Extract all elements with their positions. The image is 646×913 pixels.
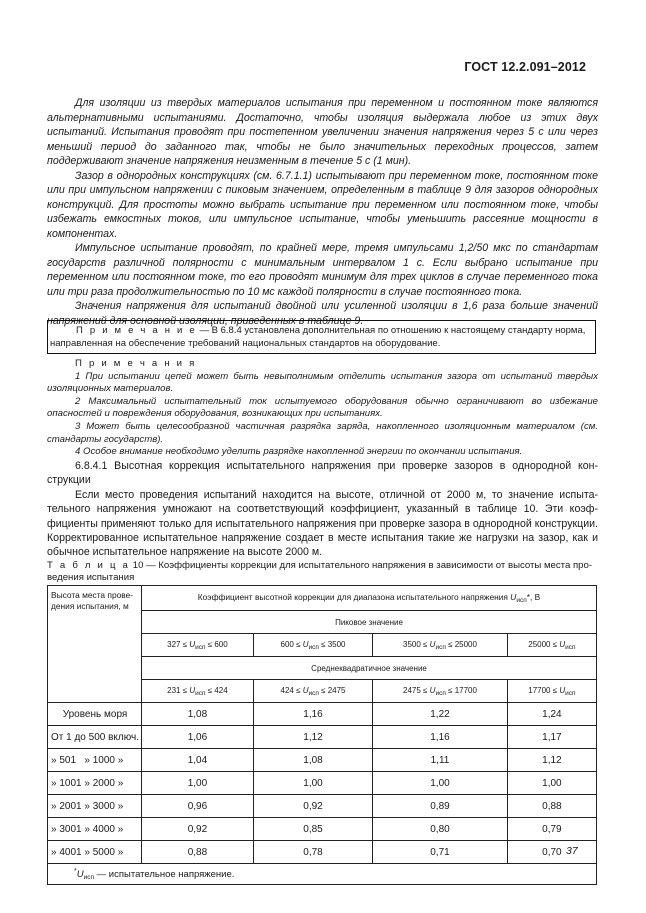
rms-range-header: $2475 \le U_{исп} \le 17700$ — [373, 680, 508, 703]
factor-cell: 1,00 — [253, 772, 372, 795]
table-footnote-row — [48, 864, 597, 885]
altitude-cell: » 501 » 1000 » — [48, 749, 142, 772]
factor-cell: 0,70 — [507, 841, 596, 864]
table-row — [48, 726, 597, 749]
table-footnote: $^*U_{исп}$ — испытательное напряжение. — [48, 864, 597, 885]
factor-cell: 1,04 — [142, 749, 254, 772]
main-header: Коэффициент высотной коррекции для диапазона испытательного напряжения $U_{исп}*$, В — [142, 586, 597, 611]
table-caption-label: Т а б л и ц а — [47, 560, 131, 571]
table-row — [48, 841, 597, 864]
peak-range-header: $3500 \le U_{исп} \le 25000$ — [373, 634, 508, 657]
factor-cell: 1,08 — [142, 703, 254, 726]
factor-cell: 1,00 — [373, 772, 508, 795]
section-text: Если место проведения испытаний находится на высоте, отличной от 2000 м, то значение испытательного напряжения умножают на соответствующий коэффициент, указанный в таблице 10. Эти коэффициенты применяют только для испытательного напряжения при проверке зазора в однородной конструкции. Корректированное испытательное напряжение создает в месте испытания такие же нагрузки на зазор, как и обычное испытательное напряжение на высоте 2000 м. — [47, 488, 598, 559]
note-item: 1 При испытании цепей может быть невыполнимым отделить испытания зазора от испытаний твердых изоляционных материалов. — [47, 370, 598, 395]
table-row — [48, 772, 597, 795]
altitude-column-header: Высота места проведения испытания, м — [48, 586, 142, 703]
note-item: 4 Особое внимание необходимо уделить разрядке накопленной энергии по окончании испытания. — [75, 446, 523, 458]
factor-cell: 1,06 — [142, 726, 254, 749]
boxed-note-text: — В 6.8.4 установлена дополнительная по отношению к настоящему стандарту норма, направленная на обеспечение требований национальных стандартов на оборудование. — [50, 325, 586, 349]
factor-cell: 0,80 — [373, 818, 508, 841]
factor-cell: 0,78 — [253, 841, 372, 864]
page-number: 37 — [566, 845, 578, 857]
altitude-cell: От 1 до 500 включ. — [48, 726, 142, 749]
rms-range-header: $17700 \le U_{исп}$ — [507, 680, 596, 703]
altitude-cell: » 1001 » 2000 » — [48, 772, 142, 795]
factor-cell: 0,92 — [253, 795, 372, 818]
note-item: 2 Максимальный испытательный ток испытуемого оборудования обычно ограничивают во избежание опасностей и повреждения оборудования, возникающих при испытаниях. — [47, 395, 598, 420]
table-caption-text: 10 — Коэффициенты коррекции для испытательного напряжения в зависимости от высоты места проведения испытания — [47, 560, 593, 583]
factor-cell: 1,17 — [507, 726, 596, 749]
altitude-cell: » 3001 » 4000 » — [48, 818, 142, 841]
notes-title: П р и м е ч а н и я — [75, 358, 197, 369]
paragraph-homogeneous-gap: Зазор в однородных конструкциях (см. 6.7.1.1) испытывают при переменном токе, постоянном токе или при импульсном напряжении с пиковым значением, определенным в таблице 9 для зазоров однородных конструкций. Для простоты можно выбрать испытание при переменном или постоянном токе, чтобы избежать емкостных токов, или импульсное испытание, чтобы уменьшить рассеяние мощности в компонентах. — [47, 169, 598, 240]
factor-cell: 0,79 — [507, 818, 596, 841]
factor-cell: 0,88 — [142, 841, 254, 864]
boxed-note-label: П р и м е ч а н и е — [76, 325, 197, 336]
table-row — [48, 795, 597, 818]
table-caption — [47, 560, 598, 584]
notes-block — [47, 358, 598, 459]
table-row — [48, 749, 597, 772]
factor-cell: 0,92 — [142, 818, 254, 841]
factor-cell: 1,00 — [507, 772, 596, 795]
factor-cell: 0,88 — [507, 795, 596, 818]
factor-cell: 1,08 — [253, 749, 372, 772]
rms-range-header: $231 \le U_{исп} \le 424$ — [142, 680, 254, 703]
note-item: 3 Может быть целесообразной частичная разрядка заряда, накопленного изоляционным материалом (см. стандарты государств). — [47, 420, 598, 445]
rms-range-header: $424 \le U_{исп} \le 2475$ — [253, 680, 372, 703]
section-6-8-4-1 — [47, 459, 598, 560]
table-row — [48, 818, 597, 841]
altitude-cell: Уровень моря — [48, 703, 142, 726]
rms-value-header: Среднеквадратичное значение — [142, 657, 597, 680]
peak-range-header: $600 \le U_{исп} \le 3500$ — [253, 634, 372, 657]
correction-factor-table — [47, 585, 597, 885]
factor-cell: 1,16 — [373, 726, 508, 749]
peak-range-header: $327 \le U_{исп} \le 600$ — [142, 634, 254, 657]
factor-cell: 0,71 — [373, 841, 508, 864]
factor-cell: 1,11 — [373, 749, 508, 772]
section-heading: 6.8.4.1 Высотная коррекция испытательного напряжения при проверке зазоров в однородной конструкции — [47, 460, 598, 487]
factor-cell: 1,12 — [507, 749, 596, 772]
factor-cell: 1,16 — [253, 703, 372, 726]
altitude-cell: » 4001 » 5000 » — [48, 841, 142, 864]
boxed-note — [47, 320, 596, 354]
peak-value-header: Пиковое значение — [142, 611, 597, 634]
factor-cell: 1,24 — [507, 703, 596, 726]
factor-cell: 1,12 — [253, 726, 372, 749]
factor-cell: 1,22 — [373, 703, 508, 726]
altitude-cell: » 2001 » 3000 » — [48, 795, 142, 818]
factor-cell: 1,00 — [142, 772, 254, 795]
factor-cell: 0,89 — [373, 795, 508, 818]
paragraph-solid-insulation: Для изоляции из твердых материалов испытания при переменном и постоянном токе являются альтернативными испытаниями. Достаточно, чтобы изоляция выдержала любое из этих двух испытаний. Испытания проводят при постепенном увеличении значения напряжения через 5 с или через меньший период до заданного так, чтобы не было значительных переходных процессов, затем поддерживают значение напряжения неизменным в течение 5 с (1 мин). — [47, 97, 598, 167]
factor-cell: 0,96 — [142, 795, 254, 818]
paragraph-impulse-test: Импульсное испытание проводят, по крайней мере, тремя импульсами 1,2/50 мкс по стандартам государств различной полярности с минимальным интервалом 1 с. Если выбрано испытание при переменном или постоянном токе, то его проводят минимум для трех циклов в случае переменного тока или три раза продолжительностью по 10 мс каждой полярности в случае постоянного тока. — [47, 242, 598, 298]
paragraph-double-insulation: Значения напряжения для испытаний двойной или усиленной изоляции в 1,6 раза больше значений напряжений для основной изоляции, приведенных в таблице 9. — [47, 300, 598, 327]
table-row — [48, 703, 597, 726]
peak-range-header: $25000 \le U_{исп}$ — [507, 634, 596, 657]
standard-code-header: ГОСТ 12.2.091–2012 — [464, 60, 586, 74]
intro-paragraphs — [47, 96, 598, 328]
factor-cell: 0,85 — [253, 818, 372, 841]
